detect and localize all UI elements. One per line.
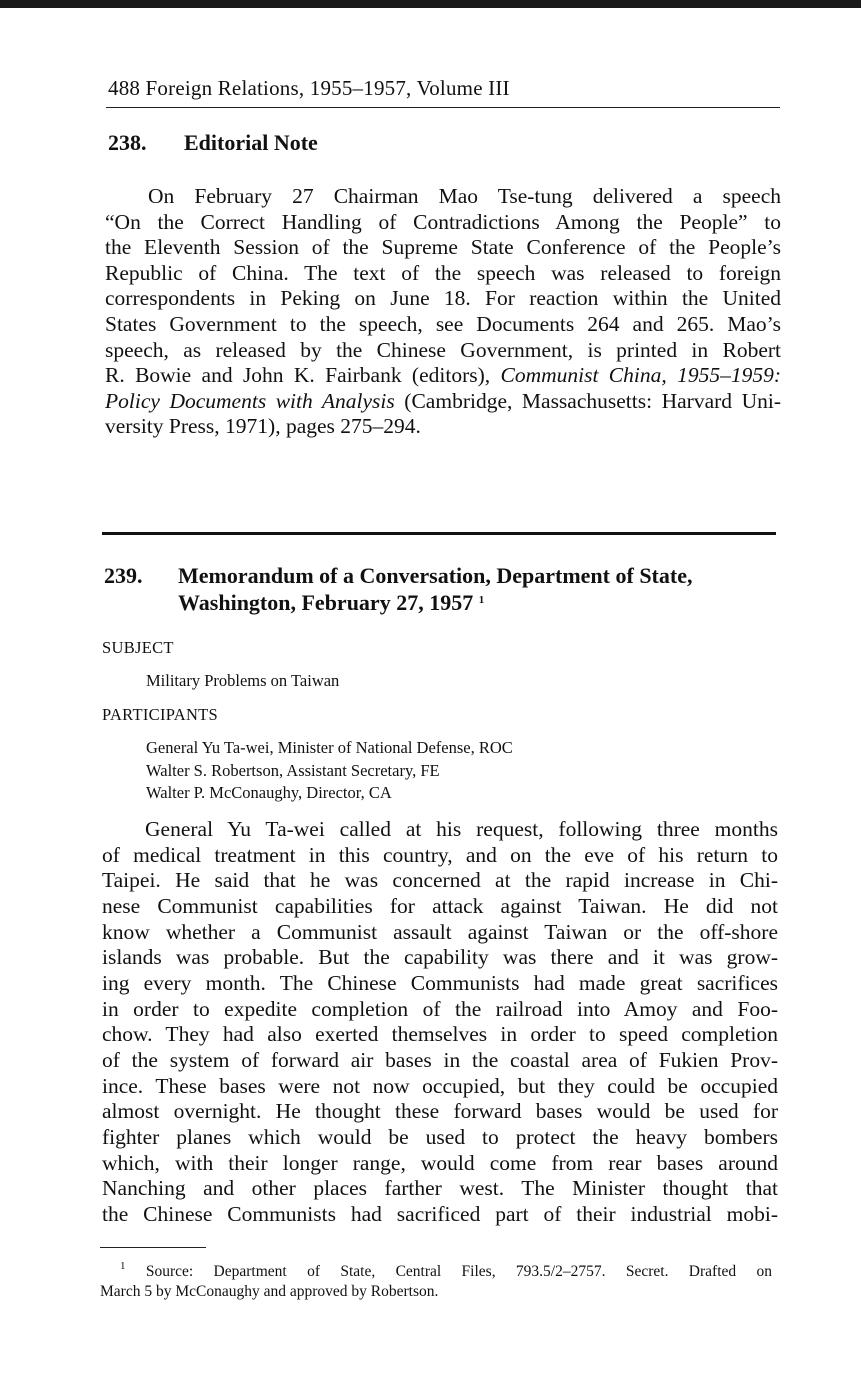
participant-item: Walter S. Robertson, Assistant Secretary, FE (146, 761, 440, 780)
doc-238-line: versity Press, 1971), pages 275–294. (105, 414, 421, 439)
doc-239-line: islands was probable. But the capability was there and it was grow- (102, 945, 778, 970)
doc-238-line: On February 27 Chairman Mao Tse-tung delivered a speech (148, 184, 781, 208)
footnote-line (100, 1256, 772, 1282)
doc-239-line: Taipei. He said that he was concerned at the rapid increase in Chi- (102, 868, 778, 893)
doc-238-book-title: Communist China, 1955–1959: (500, 363, 782, 388)
doc-238-paragraph (105, 184, 781, 440)
doc-238-line: States Government to the speech, see Documents 264 and 265. Mao’s (105, 311, 781, 336)
footnote-marker: 1 (120, 1260, 126, 1272)
running-head-rule (106, 107, 780, 108)
doc-239-line: know whether a Communist assault against Taiwan or the off-shore (102, 919, 778, 944)
doc-239-paragraph (102, 817, 778, 1228)
footnote-rule (100, 1247, 206, 1248)
page-top-edge (0, 0, 861, 8)
footnote (100, 1256, 772, 1302)
doc-238-line: speech, as released by the Chinese Government, is printed in Robert (105, 337, 781, 362)
doc-239-line: chow. They had also exerted themselves in order to speed completion (102, 1022, 778, 1047)
doc-239-line: of the system of forward air bases in the coastal area of Fukien Prov- (102, 1047, 778, 1072)
doc-239-line: nese Communist capabilities for attack against Taiwan. He did not (102, 893, 778, 918)
doc-238-line: the Eleventh Session of the Supreme State Conference of the People’s (105, 235, 781, 260)
doc-238-heading (108, 130, 778, 156)
section-divider (102, 532, 776, 535)
doc-239-line: of medical treatment in this country, and on the eve of his return to (102, 842, 778, 867)
doc-239-title-line1: Memorandum of a Conversation, Department of State, (178, 563, 693, 588)
doc-239-line: ing every month. The Chinese Communists had made great sacrifices (102, 970, 778, 995)
participants-label: PARTICIPANTS (102, 705, 219, 724)
doc-238-line: “On the Correct Handling of Contradictions Among the People” to (105, 209, 781, 234)
doc-238-line: Republic of China. The text of the speech was released to foreign (105, 260, 781, 285)
doc-239-line: General Yu Ta-wei called at his request, following three months (145, 817, 778, 841)
doc-239-number: 239. (104, 563, 143, 588)
doc-239-title-line2: Washington, February 27, 1957 (178, 590, 474, 615)
doc-238-number: 238. (108, 130, 147, 155)
doc-239-line: in order to expedite completion of the railroad into Amoy and Foo- (102, 996, 778, 1021)
doc-238-title: Editorial Note (184, 130, 318, 155)
doc-239-line: Nanching and other places farther west. The Minister thought that (102, 1176, 778, 1201)
subject-text: Military Problems on Taiwan (146, 671, 340, 690)
doc-239-line: almost overnight. He thought these forward bases would be used for (102, 1099, 778, 1124)
participant-item: Walter P. McConaughy, Director, CA (146, 783, 392, 802)
doc-239-line: which, with their longer range, would come from rear bases around (102, 1150, 778, 1175)
doc-238-book-subtitle: Policy Documents with Analysis (105, 388, 395, 413)
participant-item: General Yu Ta-wei, Minister of National Defense, ROC (146, 738, 513, 757)
footnote-line: March 5 by McConaughy and approved by Robertson. (100, 1283, 439, 1300)
doc-239-line: fighter planes which would be used to protect the heavy bombers (102, 1124, 778, 1149)
doc-239-heading (104, 563, 692, 589)
doc-239-heading-line2 (178, 590, 484, 616)
subject-label: SUBJECT (102, 638, 174, 657)
doc-238-line (105, 363, 781, 389)
doc-238-line: correspondents in Peking on June 18. For reaction within the United (105, 286, 781, 311)
doc-238-line-text: (Cambridge, Massachusetts: Harvard Uni- (394, 388, 781, 413)
footnote-text: Source: Department of State, Central Files, 793.5/2–2757. Secret. Drafted on (125, 1263, 772, 1280)
footnote-reference: 1 (478, 594, 485, 606)
doc-239-line: the Chinese Communists had sacrificed part of their industrial mobi- (102, 1201, 778, 1226)
running-head: 488 Foreign Relations, 1955–1957, Volume III (108, 76, 510, 100)
doc-238-line (105, 389, 781, 415)
doc-239-line: ince. These bases were not now occupied, but they could be occupied (102, 1073, 778, 1098)
doc-238-line-text: R. Bowie and John K. Fairbank (editors), (105, 363, 501, 388)
